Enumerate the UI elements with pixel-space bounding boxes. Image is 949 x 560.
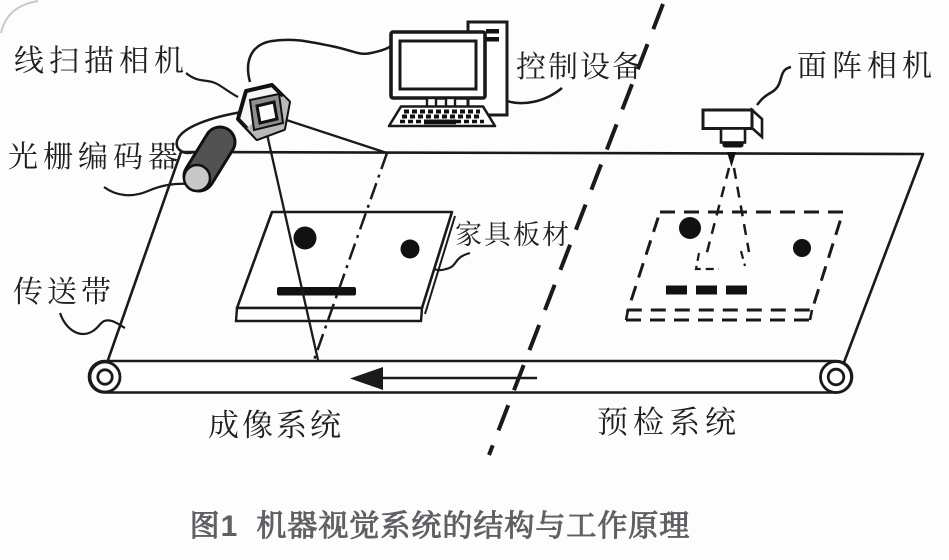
furniture-board-right-dashed [626,212,843,320]
computer-icon [389,22,507,126]
encoder-icon [184,142,220,191]
board-hole-left [294,227,317,250]
figure-caption-title: 机器视觉系统的结构与工作原理 [256,510,691,543]
board-top-face-dashed [628,212,843,310]
area-camera-body [703,110,752,129]
label-conveyor-belt: 传送带 [13,276,115,309]
label-area-camera: 面阵相机 [797,50,937,83]
area-camera-ray-right [734,168,749,252]
board-hole-right [793,239,811,257]
furniture-board-left [236,212,455,321]
tower-slot-1 [486,29,499,34]
encoder-label-callout [104,184,191,195]
scan-footprint-mark-right [741,251,745,266]
tower-slot-2 [486,37,499,42]
board-edge-tick-right [810,310,812,320]
figure-caption [190,501,690,545]
area-camera-lens [721,129,745,143]
label-preinspection-system: 预检系统 [597,405,741,440]
control-label-callout [507,88,562,103]
monitor-screen [400,41,476,89]
board-hole-right [401,240,420,259]
label-control-device: 控制设备 [516,51,644,84]
area-camera-icon [703,110,762,256]
right-roller-axle [828,369,844,385]
area-camera-beam-tip [727,152,736,167]
scan-footprint-marks [696,253,719,269]
label-grating-encoder: 光栅编码器 [8,141,183,174]
board-hole-left [679,217,701,239]
line-scan-camera-icon [238,85,289,139]
encoder-end-cap [184,165,210,191]
conveyor-table-outline [108,152,923,365]
area-camera-label-callout [757,67,791,105]
label-imaging-system: 成像系统 [208,408,344,443]
label-line-scan-camera: 线扫描相机 [14,45,189,78]
area-camera-lens-cap [723,142,744,148]
left-roller-axle [98,370,112,384]
line-scan-camera-aperture [257,102,277,123]
belt-label-callout [60,313,125,334]
keyboard-spacebar [424,120,456,125]
figure-caption-number: 图1 [189,510,239,543]
label-furniture-board: 家具板材 [455,220,571,250]
camera-to-computer-wire [248,40,391,82]
line-scan-label-callout [186,73,238,97]
board-slot [277,287,356,296]
corner-arc-decoration [1,1,38,33]
